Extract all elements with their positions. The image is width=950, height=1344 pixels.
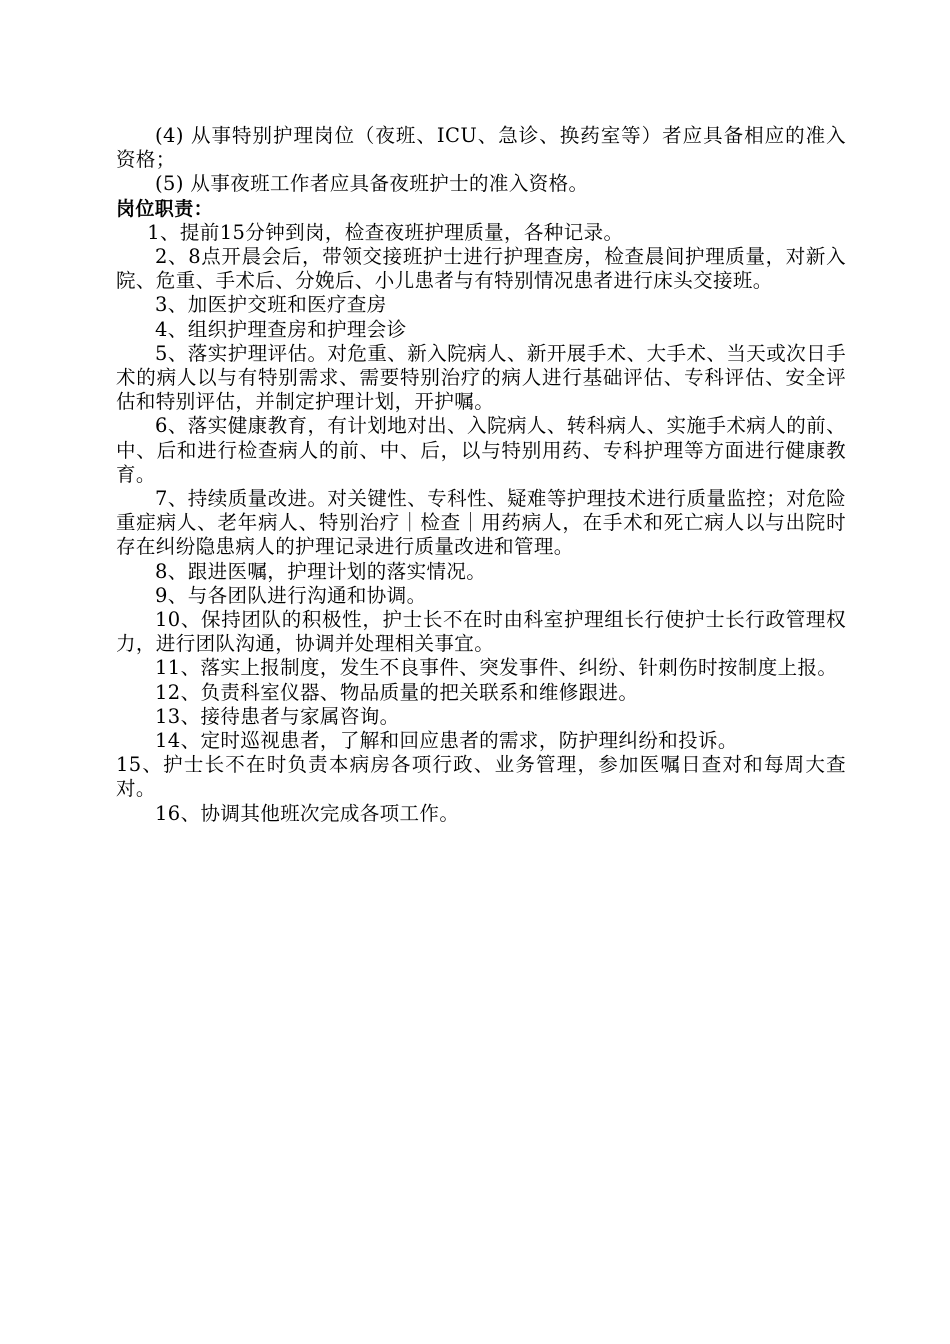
duty-item-1: 1、提前15分钟到岗，检查夜班护理质量，各种记录。: [147, 220, 624, 244]
section-title: 岗位职责：: [116, 197, 214, 220]
duty-item-7: 7、持续质量改进。对关键性、专科性、疑难等护理技术进行质量监控；对危险重症病人、老年病人、特别治疗｜检查｜用药病人，在手术和死亡病人以与出院时存在纠纷隐患病人的护理记录进行质量改进和管理。: [116, 487, 846, 559]
intro-item-5: (5) 从事夜班工作者应具备夜班护士的准入资格。: [155, 172, 589, 196]
intro-item-4: (4) 从事特别护理岗位（夜班、ICU、急诊、换药室等）者应具备相应的准入资格；: [116, 124, 846, 172]
duty-item-15: 15、护士长不在时负责本病房各项行政、业务管理，参加医嘱日查对和每周大查对。: [116, 753, 846, 801]
duty-item-9: 9、与各团队进行沟通和协调。: [155, 583, 427, 607]
duty-item-5: 5、落实护理评估。对危重、新入院病人、新开展手术、大手术、当天或次日手术的病人以与有特别需求、需要特别治疗的病人进行基础评估、专科评估、安全评估和特别评估，并制定护理计划，开护嘱。: [116, 341, 846, 414]
duty-item-8: 8、跟进医嘱，护理计划的落实情况。: [155, 559, 487, 583]
document-page: [116, 124, 846, 826]
duty-item-12: 12、负责科室仪器、物品质量的把关联系和维修跟进。: [155, 680, 639, 704]
duty-item-3: 3、加医护交班和医疗查房: [155, 293, 387, 317]
duty-item-2: 2、8点开晨会后，带领交接班护士进行护理查房，检查晨间护理质量，对新入院、危重、手术后、分娩后、小儿患者与有特别情况患者进行床头交接班。: [116, 245, 846, 293]
duty-item-16: 16、协调其他班次完成各项工作。: [155, 801, 460, 825]
duty-item-11: 11、落实上报制度，发生不良事件、突发事件、纠纷、针刺伤时按制度上报。: [155, 656, 838, 680]
duty-item-6: 6、落实健康教育，有计划地对出、入院病人、转科病人、实施手术病人的前、中、后和进行检查病人的前、中、后，以与特别用药、专科护理等方面进行健康教育。: [116, 414, 846, 486]
duty-item-13: 13、接待患者与家属咨询。: [155, 704, 400, 728]
duty-item-14: 14、定时巡视患者，了解和回应患者的需求，防护理纠纷和投诉。: [155, 729, 738, 753]
duty-item-10: 10、保持团队的积极性，护士长不在时由科室护理组长行使护士长行政管理权力，进行团队沟通，协调并处理相关事宜。: [116, 608, 846, 656]
duty-item-4: 4、组织护理查房和护理会诊: [155, 317, 407, 341]
